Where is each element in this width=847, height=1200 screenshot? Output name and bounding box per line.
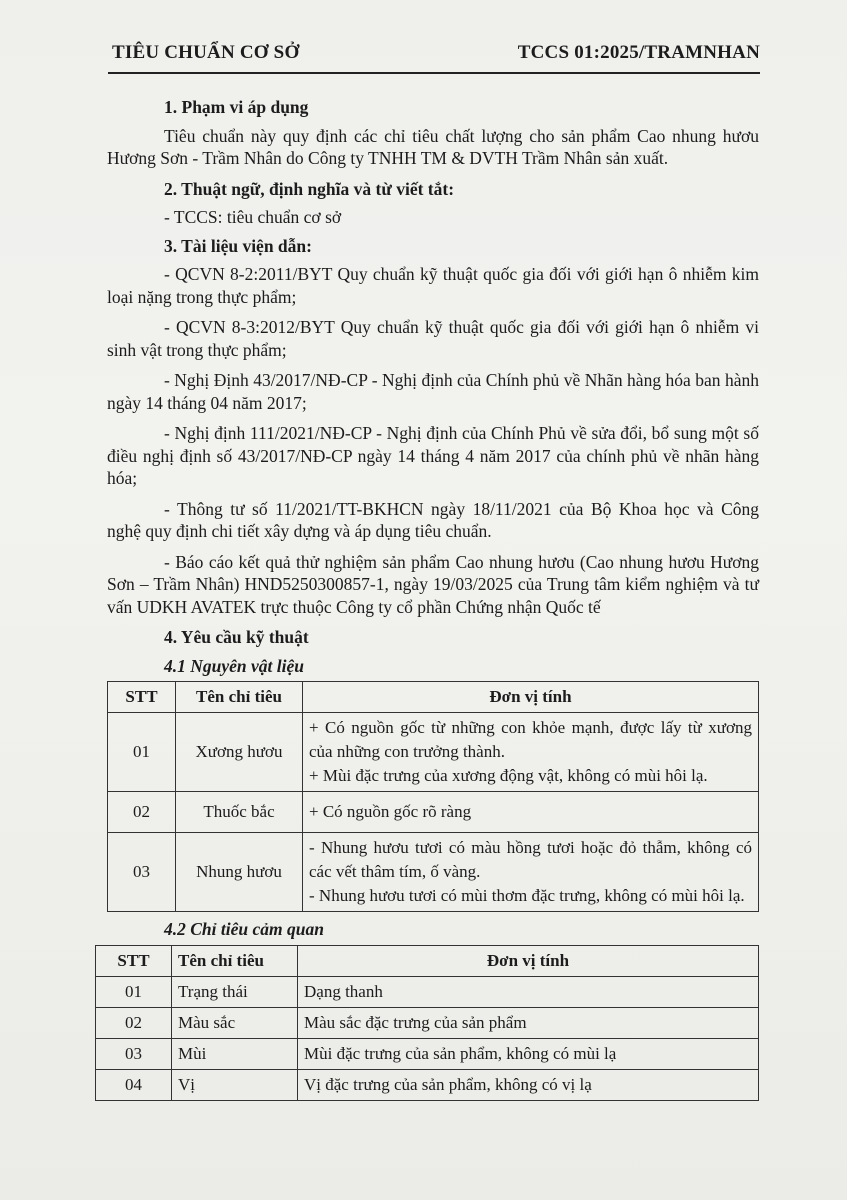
cell-value: Vị đặc trưng của sản phẩm, không có vị lạ xyxy=(298,1069,759,1100)
cell-name: Thuốc bắc xyxy=(176,792,303,833)
column-header-stt: STT xyxy=(108,682,176,713)
section-4-2-title: 4.2 Chỉ tiêu cảm quan xyxy=(164,919,324,939)
description-line: + Có nguồn gốc rõ ràng xyxy=(309,802,472,821)
section-2-title: 2. Thuật ngữ, định nghĩa và từ viết tắt: xyxy=(164,178,455,199)
cell-stt: 04 xyxy=(96,1069,172,1100)
column-header-stt: STT xyxy=(96,945,172,976)
cell-description xyxy=(303,833,759,912)
section-2-text: - TCCS: tiêu chuẩn cơ sở xyxy=(164,207,342,227)
section-4-1-title: 4.1 Nguyên vật liệu xyxy=(164,655,304,676)
cell-name: Vị xyxy=(172,1069,298,1100)
cell-name: Màu sắc xyxy=(172,1007,298,1038)
table-row xyxy=(108,792,759,833)
column-header-name: Tên chỉ tiêu xyxy=(176,682,303,713)
page-header xyxy=(112,42,760,64)
header-left-title: TIÊU CHUẨN CƠ SỞ xyxy=(112,42,300,63)
table-row xyxy=(96,1069,759,1100)
cell-value: Dạng thanh xyxy=(298,976,759,1007)
document-body xyxy=(107,92,759,1101)
cell-value: Mùi đặc trưng của sản phẩm, không có mùi lạ xyxy=(298,1038,759,1069)
reference-item: - Nghị định 111/2021/NĐ-CP - Nghị định của Chính Phủ về sửa đổi, bổ sung một số điều nghị định số 43/2017/NĐ-CP ngày 14 tháng 4 năm 2017 của chính phủ về nhãn hàng hóa; xyxy=(107,423,759,488)
table-row xyxy=(96,1007,759,1038)
reference-item: - QCVN 8-2:2011/BYT Quy chuẩn kỹ thuật quốc gia đối với giới hạn ô nhiễm kim loại nặng trong thực phẩm; xyxy=(107,264,759,307)
cell-stt: 01 xyxy=(96,976,172,1007)
reference-item: - Nghị Định 43/2017/NĐ-CP - Nghị định của Chính phủ về Nhãn hàng hóa ban hành ngày 14 tháng 04 năm 2017; xyxy=(107,370,759,413)
cell-value: Màu sắc đặc trưng của sản phẩm xyxy=(298,1007,759,1038)
column-header-unit: Đơn vị tính xyxy=(298,945,759,976)
table-row xyxy=(108,713,759,792)
cell-name: Trạng thái xyxy=(172,976,298,1007)
description-line: + Có nguồn gốc từ những con khỏe mạnh, được lấy từ xương của những con trưởng thành. xyxy=(309,718,752,761)
cell-name: Nhung hươu xyxy=(176,833,303,912)
reference-item: - Báo cáo kết quả thử nghiệm sản phẩm Cao nhung hươu (Cao nhung hươu Hương Sơn – Trầm Nhân) HND5250300857-1, ngày 19/03/2025 của Trung tâm kiểm nghiệm và tư vấn UDKH AVATEK trực thuộc Công ty cổ phần Chứng nhận Quốc tế xyxy=(107,551,759,617)
table-row xyxy=(96,976,759,1007)
section-3-title: 3. Tài liệu viện dẫn: xyxy=(164,235,312,256)
cell-name: Mùi xyxy=(172,1038,298,1069)
header-standard-code: TCCS 01:2025/TRAMNHAN xyxy=(517,42,760,63)
description-line: - Nhung hươu tươi có màu hồng tươi hoặc đỏ thẫm, không có các vết thâm tím, ố vàng. xyxy=(309,838,752,881)
table-row xyxy=(96,1038,759,1069)
raw-materials-table xyxy=(107,681,759,912)
section-1-text: Tiêu chuẩn này quy định các chỉ tiêu chất lượng cho sản phẩm Cao nhung hươu Hương Sơn - Trầm Nhân do Công ty TNHH TM & DVTH Trầm Nhân sản xuất. xyxy=(107,125,759,168)
column-header-unit: Đơn vị tính xyxy=(303,682,759,713)
section-4-title: 4. Yêu cầu kỹ thuật xyxy=(164,627,309,647)
table-header-row xyxy=(108,682,759,713)
cell-description xyxy=(303,792,759,833)
cell-stt: 01 xyxy=(108,713,176,792)
cell-stt: 02 xyxy=(108,792,176,833)
description-line: - Nhung hươu tươi có mùi thơm đặc trưng, không có mùi hôi lạ. xyxy=(309,886,745,905)
reference-item: - Thông tư số 11/2021/TT-BKHCN ngày 18/11/2021 của Bộ Khoa học và Công nghệ quy định chi tiết xây dựng và áp dụng tiêu chuẩn. xyxy=(107,498,759,541)
sensory-criteria-table xyxy=(95,945,759,1101)
cell-stt: 03 xyxy=(108,833,176,912)
cell-description xyxy=(303,713,759,792)
table-header-row xyxy=(96,945,759,976)
cell-stt: 03 xyxy=(96,1038,172,1069)
column-header-name: Tên chỉ tiêu xyxy=(172,945,298,976)
section-1-title: 1. Phạm vi áp dụng xyxy=(164,97,309,117)
cell-stt: 02 xyxy=(96,1007,172,1038)
table-row xyxy=(108,833,759,912)
description-line: + Mùi đặc trưng của xương động vật, không có mùi hôi lạ. xyxy=(309,766,708,785)
cell-name: Xương hươu xyxy=(176,713,303,792)
header-rule xyxy=(108,72,760,74)
reference-item: - QCVN 8-3:2012/BYT Quy chuẩn kỹ thuật quốc gia đối với giới hạn ô nhiễm vi sinh vật trong thực phẩm; xyxy=(107,317,759,360)
